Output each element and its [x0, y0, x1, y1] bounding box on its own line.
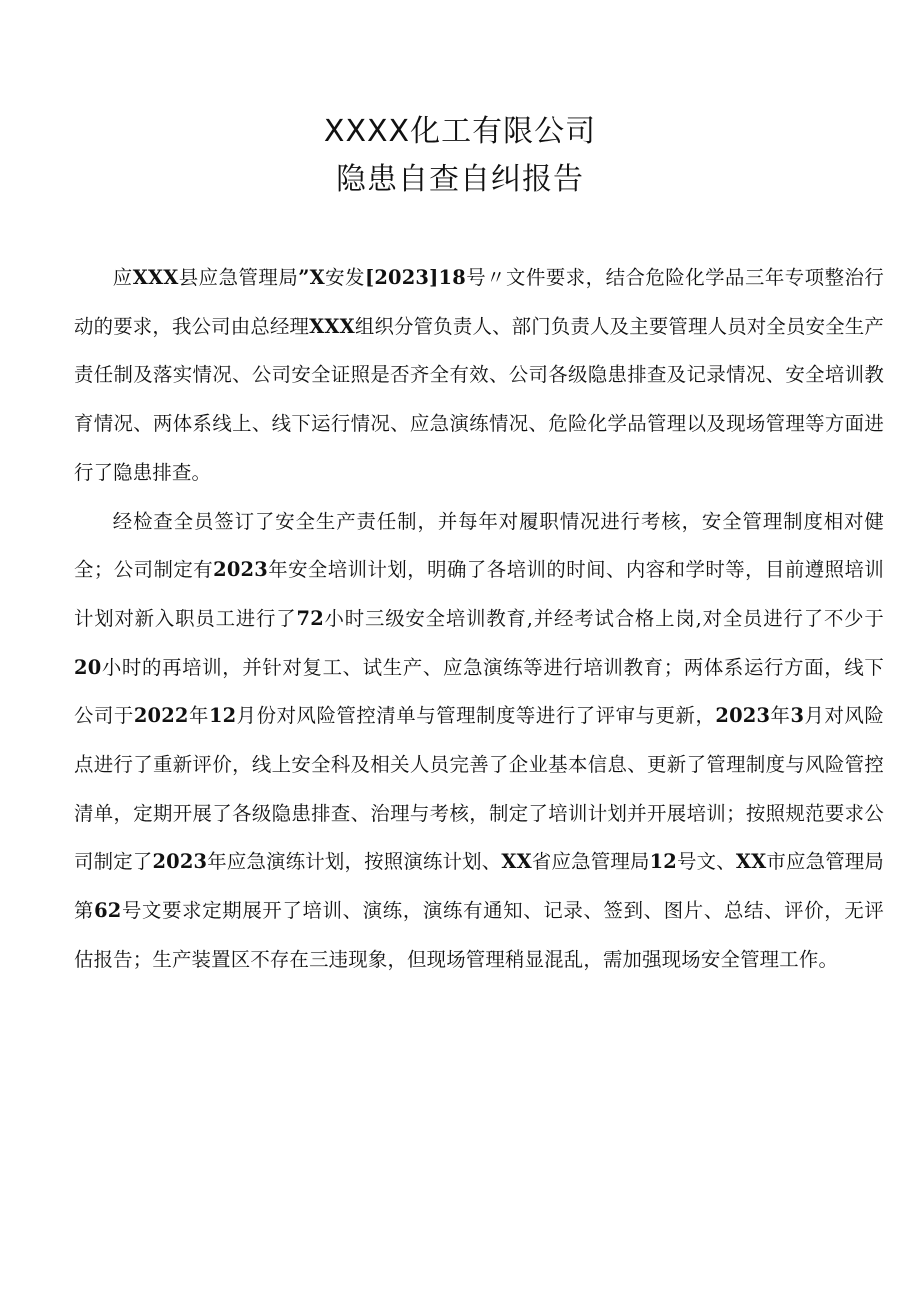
- bold-text-segment: XX: [501, 850, 532, 874]
- bold-text-segment: ”X: [298, 266, 325, 289]
- bold-text-segment: 3: [790, 704, 805, 728]
- text-segment: 号文要求定期展开了培训、演练，演练有通知、记录、签到、图片、总结、评价，无评估报告；生产装置区不存在三违现象，但现场管理稍显混乱，需加强现场安全管理工作。: [74, 899, 884, 971]
- text-segment: 组织分管负责人、部门负责人及主要管理人员对全员安全生产责任制及落实情况、公司安全证照是否齐全有效、公司各级隐患排查及记录情况、安全培训教育情况、两体系线上、线下运行情况、应急演练情况、危险化学品管理以及现场管理等方面进行了隐患排查。: [74, 314, 884, 484]
- text-segment: 年安全培训计划，明确了各培训的时间、内容和学时等，目前遵照培训计划对新入职员工进行了: [74, 558, 884, 630]
- text-segment: 月对风险点进行了重新评价，线上安全科及相关人员完善了企业基本信息、更新了管理制度与风险管控清单，定期开展了各级隐患排查、治理与考核，制定了培训计划并开展培训；按照规范要求公司制定了: [74, 704, 884, 874]
- text-segment: 年应急演练计划，按照演练计划、: [207, 850, 502, 874]
- bold-text-segment: 2023: [715, 704, 771, 728]
- report-body: [74, 254, 884, 985]
- bold-text-segment: XXX: [132, 266, 179, 289]
- text-segment: 小时三级安全培训教育,并经考试合格上岗,对全员进行了不少于: [323, 606, 884, 630]
- text-segment: 年: [188, 704, 209, 728]
- bold-text-segment: 2023: [152, 850, 208, 874]
- text-segment: 市应急管理局第: [74, 850, 885, 923]
- bold-text-segment: 20: [74, 655, 102, 679]
- text-segment: 小时的再培训，并针对复工、试生产、应急演练等进行培训教育；两体系运行方面，线下公司于: [74, 655, 884, 728]
- text-segment: 号文、: [676, 850, 736, 874]
- bold-text-segment: 72: [296, 606, 324, 630]
- bold-text-segment: 2023: [213, 558, 268, 582]
- bold-text-segment: XX: [735, 850, 767, 874]
- bold-text-segment: 2022: [133, 704, 189, 728]
- bold-text-segment: 62: [94, 899, 122, 923]
- text-segment: 应: [112, 266, 133, 289]
- title-block: [0, 108, 920, 204]
- text-segment: 经检查全员签订了安全生产责任制，并每年对履职情况进行考核，安全管理制度相对健全；公司制定有: [74, 509, 884, 582]
- paragraph-intro: [74, 254, 884, 498]
- bold-text-segment: 12: [208, 704, 237, 728]
- bold-text-segment: [2023]18: [364, 266, 466, 289]
- text-segment: 年: [770, 704, 791, 728]
- bold-text-segment: XXX: [309, 314, 355, 338]
- company-title: XXXX化工有限公司: [323, 114, 597, 149]
- text-segment: 安发: [324, 266, 365, 289]
- text-segment: 省应急管理局: [531, 850, 650, 874]
- bold-text-segment: 12: [649, 850, 677, 874]
- text-segment: 号〃文件要求，结合危险化学品三年专项整治行动的要求，我公司由总经理: [74, 266, 884, 338]
- report-title: 隐患自查自纠报告: [336, 162, 584, 197]
- text-segment: 月份对风险管控清单与管理制度等进行了评审与更新，: [236, 704, 716, 728]
- paragraph-findings: [74, 498, 884, 985]
- text-segment: 县应急管理局: [178, 266, 299, 289]
